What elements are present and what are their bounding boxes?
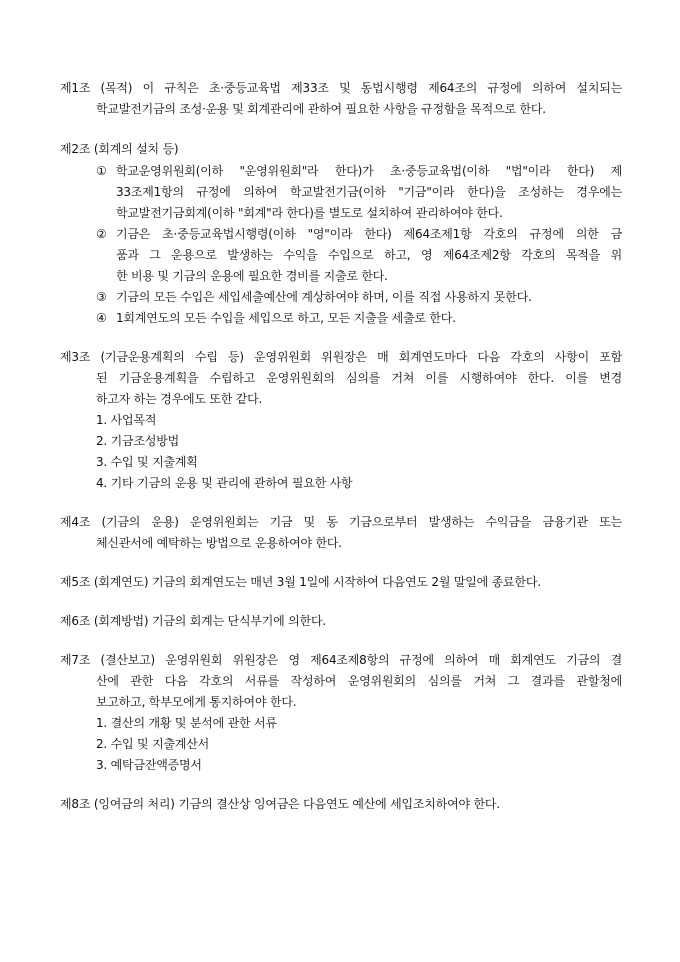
article-5-text: 기금의 회계연도는 매년 3월 1일에 시작하여 다음연도 2월 말일에 종료한다. (152, 575, 541, 589)
article-7-text: 운영위원회 위원장은 영 제64조제8항의 규정에 의하여 매 회계연도 기금의 결 (165, 653, 622, 667)
article-8-text: 기금의 결산상 잉여금은 다음연도 예산에 세입조치하여야 한다. (178, 797, 500, 811)
article-3-heading: 제3조 (기금운용계획의 수립 등) (60, 350, 244, 364)
article-1-line-1 (60, 80, 622, 96)
article-6-text: 기금의 회계는 단식부기에 의한다. (152, 614, 326, 628)
article-2-item-1-line-1: 학교운영위원회(이하 "운영위원회"라 한다)가 초·중등교육법(이하 "법"이라 한다) 제 (116, 164, 622, 178)
article-3-line-1 (60, 349, 622, 365)
article-2-heading: 제2조 (회계의 설치 등) (60, 142, 179, 156)
article-3-list-item-1: 1. 사업목적 (96, 413, 157, 427)
article-4-line-1 (60, 514, 622, 530)
article-3-text: 운영위원회 위원장은 매 회계연도마다 다음 각호의 사항이 포함 (254, 350, 622, 364)
article-7-line-2: 산에 관한 다음 각호의 서류를 작성하여 운영위원회의 심의를 거쳐 그 결과를 관할청에 (96, 674, 622, 688)
article-2-item-1-line-2: 33조제1항의 규정에 의하여 학교발전기금(이하 "기금"이라 한다)을 조성하는 경우에는 (116, 185, 622, 199)
article-7-list-item-1: 1. 결산의 개황 및 분석에 관한 서류 (96, 716, 277, 730)
article-7-heading: 제7조 (결산보고) (60, 653, 156, 667)
article-2-item-2-line-3: 한 비용 및 기금의 운용에 필요한 경비를 지출로 한다. (116, 269, 388, 283)
article-1-heading: 제1조 (목적) (60, 81, 133, 95)
article-7-list-item-2: 2. 수입 및 지출계산서 (96, 737, 210, 751)
article-2-item-4-line-1: 1회계연도의 모든 수입을 세입으로 하고, 모든 지출을 세출로 한다. (116, 311, 456, 325)
article-3-list-item-3: 3. 수입 및 지출계획 (96, 455, 198, 469)
article-3-line-3: 하고자 하는 경우에도 또한 같다. (96, 392, 263, 406)
article-6-heading: 제6조 (회계방법) (60, 614, 149, 628)
article-2-item-3-number: ③ (96, 290, 107, 304)
article-2-item-2-number: ② (96, 227, 107, 241)
article-7-line-3: 보고하고, 학부모에게 통지하여야 한다. (96, 695, 297, 709)
article-1-text: 이 규칙은 초·중등교육법 제33조 및 동법시행령 제64조의 규정에 의하여 설치되는 (142, 81, 622, 95)
article-1-line-2: 학교발전기금의 조성·운용 및 회계관리에 관하여 필요한 사항을 규정함을 목적으로 한다. (96, 102, 546, 116)
article-2-item-2-line-2: 품과 그 운용으로 발생하는 수익을 수입으로 하고, 영 제64조제2항 각호의 목적을 위 (116, 248, 622, 262)
article-5-line-1 (60, 574, 541, 590)
article-4-line-2: 체신관서에 예탁하는 방법으로 운용하여야 한다. (96, 536, 342, 550)
article-2-item-1-number: ① (96, 164, 107, 178)
article-6-line-1 (60, 613, 326, 629)
article-3-list-item-4: 4. 기타 기금의 운용 및 관리에 관하여 필요한 사항 (96, 476, 353, 490)
article-8-heading: 제8조 (잉여금의 처리) (60, 797, 175, 811)
article-4-text: 운영위원회는 기금 및 동 기금으로부터 발생하는 수익금을 금융기관 또는 (189, 515, 622, 529)
article-3-line-2: 된 기금운용계획을 수립하고 운영위원회의 심의를 거쳐 이를 시행하여야 한다. 이를 변경 (96, 371, 622, 385)
article-4-heading: 제4조 (기금의 운용) (60, 515, 179, 529)
article-2-item-1-line-3: 학교발전기금회계(이하 "회계"라 한다)를 별도로 설치하여 관리하여야 한다. (116, 206, 503, 220)
article-7-line-1 (60, 652, 622, 668)
article-2-item-3-line-1: 기금의 모든 수입은 세입세출예산에 계상하여야 하며, 이를 직접 사용하지 못한다. (116, 290, 532, 304)
article-2-item-4-number: ④ (96, 311, 107, 325)
article-7-list-item-3: 3. 예탁금잔액증명서 (96, 758, 202, 772)
article-5-heading: 제5조 (회계연도) (60, 575, 149, 589)
article-2-item-2-line-1: 기금은 초·중등교육법시행령(이하 "영"이라 한다) 제64조제1항 각호의 규정에 의한 금 (116, 227, 622, 241)
article-3-list-item-2: 2. 기금조성방법 (96, 434, 180, 448)
article-8-line-1 (60, 796, 500, 812)
